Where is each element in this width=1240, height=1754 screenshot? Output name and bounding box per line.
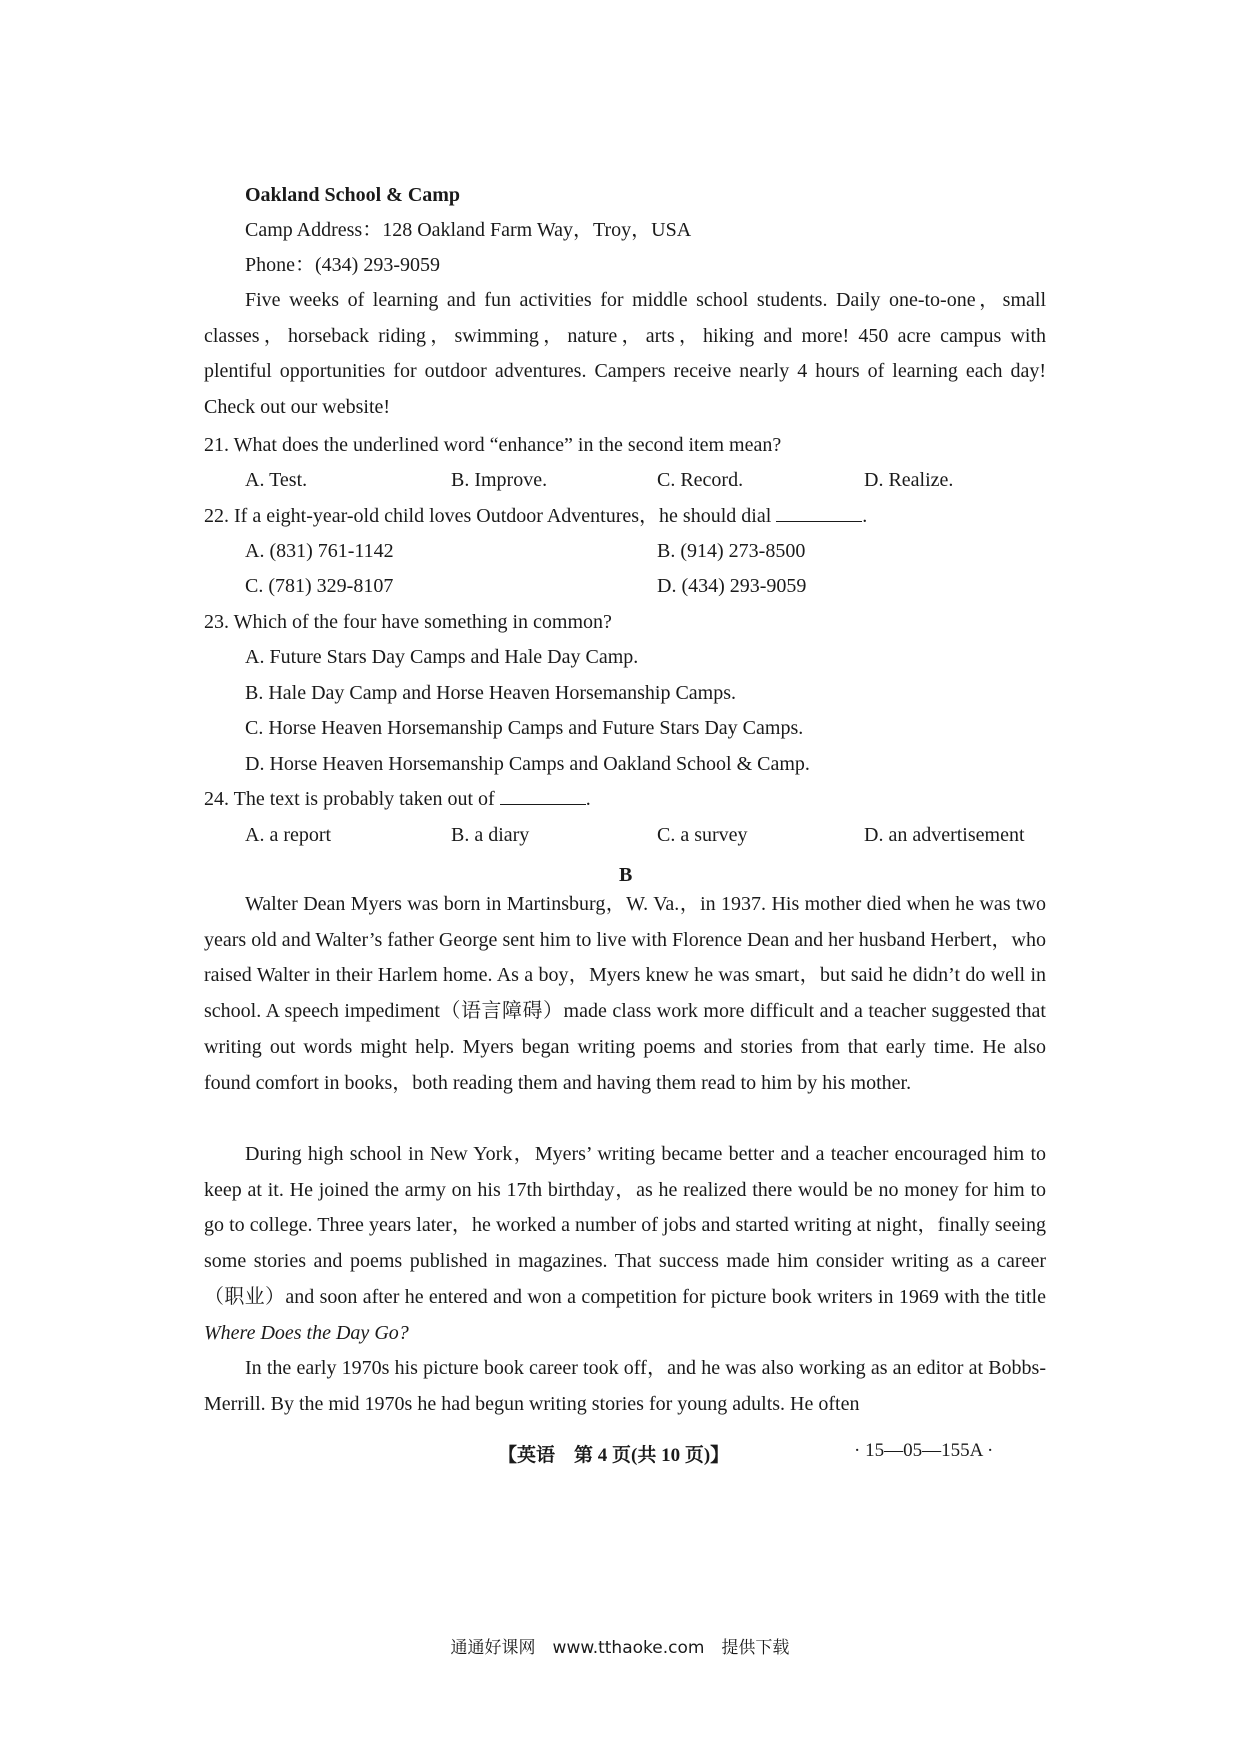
q23-option-a: A. Future Stars Day Camps and Hale Day Camp. — [245, 646, 639, 668]
q21-option-d: D. Realize. — [864, 469, 954, 491]
ad-address: Camp Address：128 Oakland Farm Way，Troy，USA — [245, 219, 692, 241]
q23-option-d: D. Horse Heaven Horsemanship Camps and Oakland School & Camp. — [245, 753, 810, 775]
book-title: Where Does the Day Go? — [204, 1321, 409, 1344]
q24-option-c: C. a survey — [657, 824, 748, 846]
section-b-label: B — [619, 864, 633, 886]
page-number-footer: 【英语 第 4 页(共 10 页)】 — [498, 1445, 730, 1466]
question-21-stem: 21. What does the underlined word “enhance” in the second item mean? — [204, 434, 782, 456]
q24-answer-blank — [500, 786, 586, 805]
q23-option-c: C. Horse Heaven Horsemanship Camps and Future Stars Day Camps. — [245, 717, 804, 739]
q21-option-c: C. Record. — [657, 469, 744, 491]
ad-title: Oakland School & Camp — [245, 184, 461, 206]
question-24-stem — [204, 786, 591, 812]
q22-option-a: A. (831) 761-1142 — [245, 540, 394, 562]
source-watermark: 通通好课网 www.tthaoke.com 提供下载 — [450, 1638, 790, 1658]
section-b-paragraph-1: Walter Dean Myers was born in Martinsburg，W. Va.，in 1937. His mother died when he was two years old and Walter’s father George sent him to live with Florence Dean and her husband Herbert，who raised Walter in their Harlem home. As a boy，Myers knew he was smart，but said he didn’t do well in school. A speech impediment（语言障碍）made class work more difficult and a teacher suggested that writing out words might help. Myers began writing poems and stories from that early time. He also found comfort in books，both reading them and having them read to him by his mother. — [204, 893, 1046, 1094]
q22-stem-text: 22. If a eight-year-old child loves Outdoor Adventures，he should dial — [204, 505, 772, 527]
q22-option-b: B. (914) 273-8500 — [657, 540, 806, 562]
section-b-paragraph-3: In the early 1970s his picture book career took off，and he was also working as an editor at Bobbs-Merrill. By the mid 1970s he had begun writing stories for young adults. He often — [204, 1357, 1046, 1415]
section-b-paragraph-2 — [204, 1137, 1046, 1351]
q21-option-b: B. Improve. — [451, 469, 548, 491]
ad-phone: Phone：(434) 293-9059 — [245, 254, 440, 276]
q24-option-b: B. a diary — [451, 824, 530, 846]
q22-stem-end: . — [862, 505, 868, 527]
question-22-stem — [204, 503, 867, 529]
q23-option-b: B. Hale Day Camp and Horse Heaven Horsemanship Camps. — [245, 682, 736, 704]
q22-option-d: D. (434) 293-9059 — [657, 575, 807, 597]
exam-code: · 15—05—155A · — [854, 1440, 994, 1461]
question-23-stem: 23. Which of the four have something in common? — [204, 611, 612, 633]
ad-description: Five weeks of learning and fun activities for middle school students. Daily one-to-one，small classes，horseback riding，swimming，nature，arts，hiking and more! 450 acre campus with plentiful opportunities for outdoor adventures. Campers receive nearly 4 hours of learning each day! Check out our website! — [204, 289, 1046, 418]
paragraph-2-text: During high school in New York，Myers’ writing became better and a teacher encouraged him to keep at it. He joined the army on his 17th birthday，as he realized there would be no money for him to go to college. Three years later，he worked a number of jobs and started writing at night，finally seeing some stories and poems published in magazines. That success made him consider writing as a career（职业）and soon after he entered and won a competition for picture book writers in 1969 with the title — [204, 1143, 1046, 1308]
q22-option-c: C. (781) 329-8107 — [245, 575, 394, 597]
q24-stem-text: 24. The text is probably taken out of — [204, 788, 495, 810]
q24-option-a: A. a report — [245, 824, 332, 846]
q21-option-a: A. Test. — [245, 469, 308, 491]
q24-option-d: D. an advertisement — [864, 824, 1025, 846]
q22-answer-blank — [776, 503, 862, 522]
q24-stem-end: . — [585, 788, 591, 810]
